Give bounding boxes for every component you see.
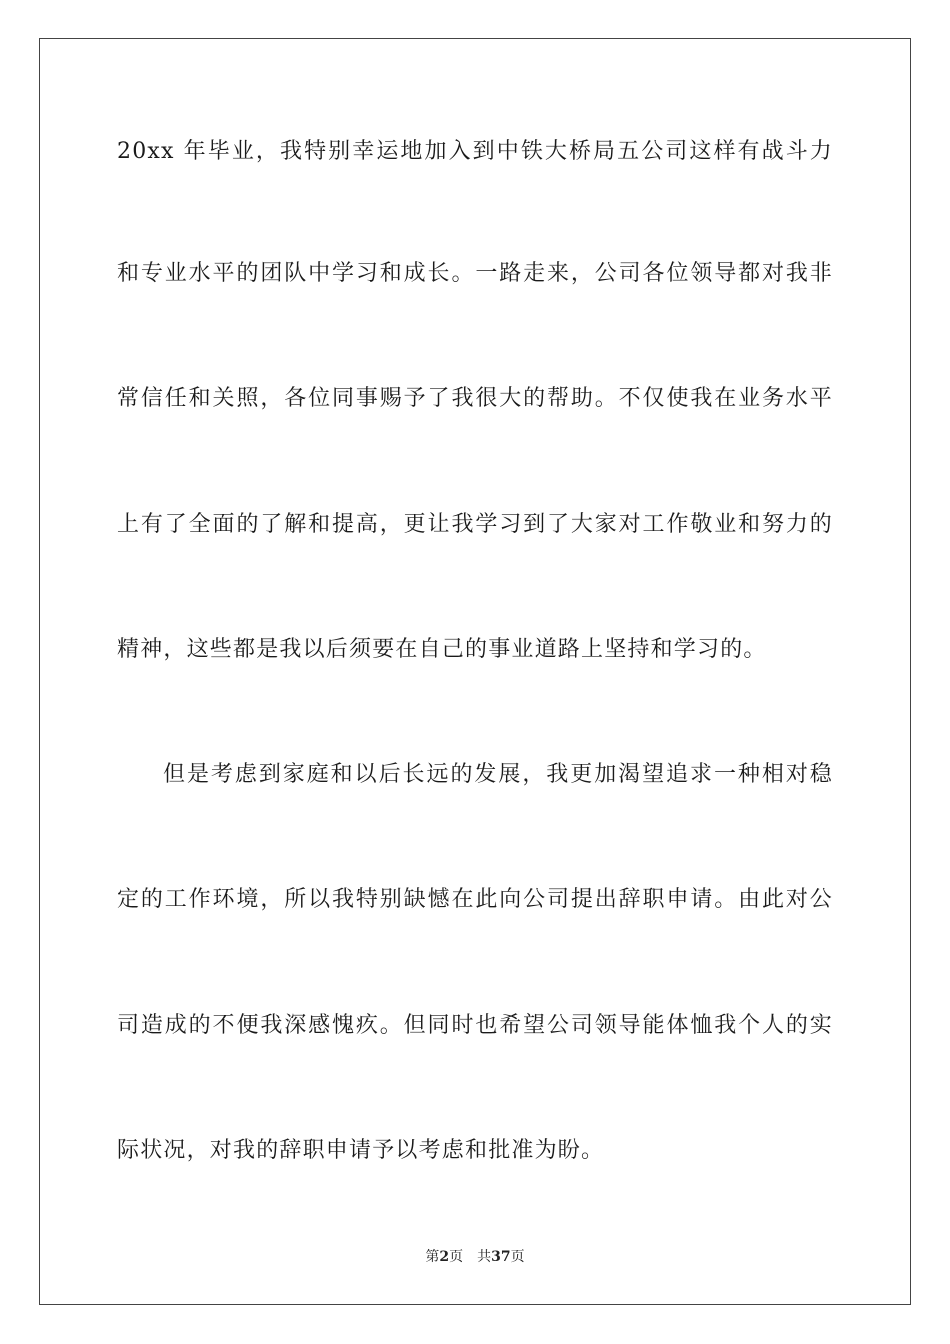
body-line-4: 上有了全面的了解和提高，更让我学习到了大家对工作敬业和努力的 — [117, 512, 833, 537]
body-line-8: 司造成的不便我深感愧疚。但同时也希望公司领导能体恤我个人的实 — [117, 1013, 833, 1038]
page-suffix: 页 — [449, 1249, 464, 1265]
page-number: 2 — [439, 1249, 450, 1265]
body-line-9: 际状况，对我的辞职申请予以考虑和批准为盼。 — [117, 1138, 605, 1163]
body-line-7: 定的工作环境，所以我特别缺憾在此向公司提出辞职申请。由此对公 — [117, 887, 833, 912]
body-line-6: 但是考虑到家庭和以后长远的发展，我更加渴望追求一种相对稳 — [163, 762, 833, 787]
page-footer — [0, 1247, 950, 1267]
total-pages: 37 — [491, 1249, 511, 1265]
body-line-3: 常信任和关照，各位同事赐予了我很大的帮助。不仅使我在业务水平 — [117, 386, 833, 411]
page-frame — [39, 38, 911, 1305]
body-line-2: 和专业水平的团队中学习和成长。一路走来，公司各位领导都对我非 — [117, 261, 833, 286]
total-prefix: 共 — [477, 1249, 492, 1265]
body-line-1: 20xx 年毕业，我特别幸运地加入到中铁大桥局五公司这样有战斗力 — [117, 139, 833, 164]
page-prefix: 第 — [425, 1249, 440, 1265]
total-suffix: 页 — [510, 1249, 525, 1265]
body-line-5: 精神，这些都是我以后须要在自己的事业道路上坚持和学习的。 — [117, 637, 767, 662]
